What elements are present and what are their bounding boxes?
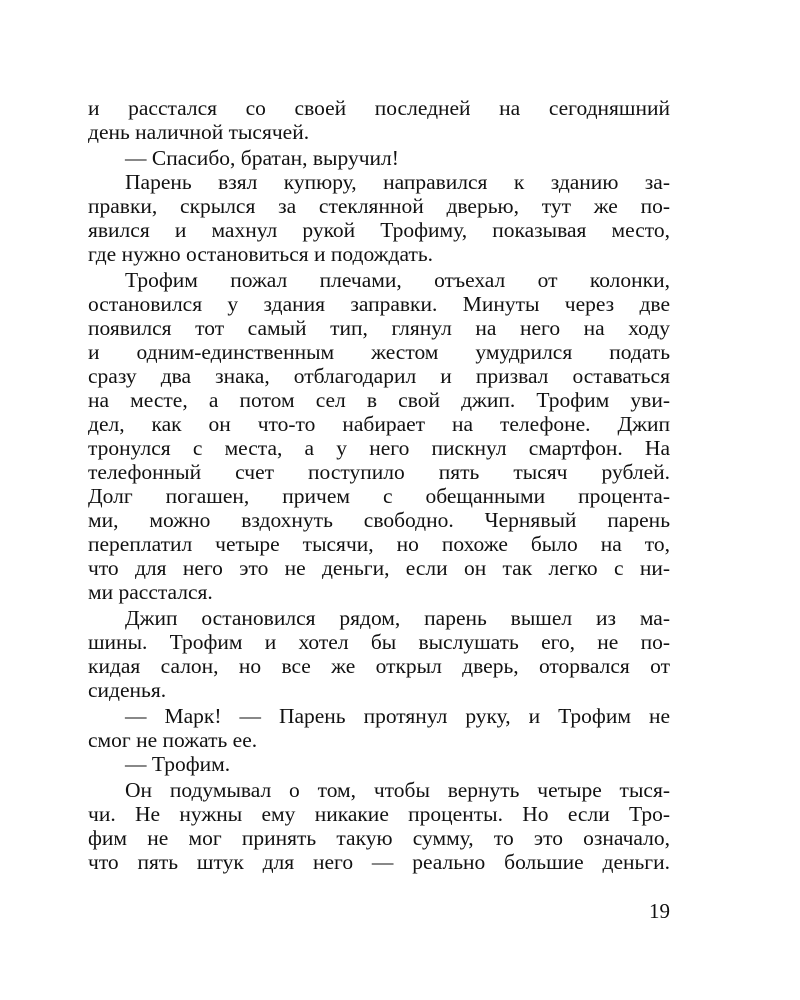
dialogue-line: — Марк! — Парень протянул руку, и Трофим не <box>125 704 670 728</box>
text-line: Трофим пожал плечами, отъехал от колонки, <box>125 268 670 292</box>
text-line: Он подумывал о том, чтобы вернуть четыре тыся- <box>125 778 670 802</box>
text-line: день наличной тысячей. <box>88 120 310 144</box>
text-line: явился и махнул рукой Трофиму, показывая место, <box>88 218 670 242</box>
text-line: шины. Трофим и хотел бы выслушать его, не по- <box>88 630 670 654</box>
text-line: дел, как он что-то набирает на телефоне. Джип <box>88 412 670 436</box>
text-line: тронулся с места, а у него пискнул смартфон. На <box>88 436 670 460</box>
text-line: появился тот самый тип, глянул на него на ходу <box>88 316 670 340</box>
text-line: ми расстался. <box>88 580 213 604</box>
text-line: кидая салон, но все же открыл дверь, оторвался от <box>88 654 670 678</box>
book-page-text <box>88 96 670 956</box>
text-line: Долг погашен, причем с обещанными процента- <box>88 484 670 508</box>
text-line: сиденья. <box>88 678 167 702</box>
text-line: смог не пожать ее. <box>88 728 258 752</box>
text-line: переплатил четыре тысячи, но похоже было на то, <box>88 532 670 556</box>
page-number: 19 <box>649 899 670 923</box>
text-line: Джип остановился рядом, парень вышел из ма- <box>125 606 670 630</box>
text-line: что для него это не деньги, если он так легко с ни- <box>88 556 670 580</box>
text-line: чи. Не нужны ему никакие проценты. Но если Тро- <box>88 802 670 826</box>
text-line: фим не мог принять такую сумму, то это означало, <box>88 826 670 850</box>
dialogue-line: — Спасибо, братан, выручил! <box>125 146 399 170</box>
dialogue-line: — Трофим. <box>125 752 231 776</box>
text-line: телефонный счет поступило пять тысяч рублей. <box>88 460 670 484</box>
text-line: где нужно остановиться и подождать. <box>88 242 434 266</box>
text-line: что пять штук для него — реально большие деньги. <box>88 850 670 874</box>
text-line: остановился у здания заправки. Минуты через две <box>88 292 670 316</box>
text-line: сразу два знака, отблагодарил и призвал оставаться <box>88 364 670 388</box>
text-line: правки, скрылся за стеклянной дверью, тут же по- <box>88 194 670 218</box>
text-line: и расстался со своей последней на сегодняшний <box>88 96 670 120</box>
text-line: на месте, а потом сел в свой джип. Трофим уви- <box>88 388 670 412</box>
text-line: Парень взял купюру, направился к зданию за- <box>125 170 670 194</box>
text-line: и одним-единственным жестом умудрился подать <box>88 340 670 364</box>
text-line: ми, можно вздохнуть свободно. Чернявый парень <box>88 508 670 532</box>
